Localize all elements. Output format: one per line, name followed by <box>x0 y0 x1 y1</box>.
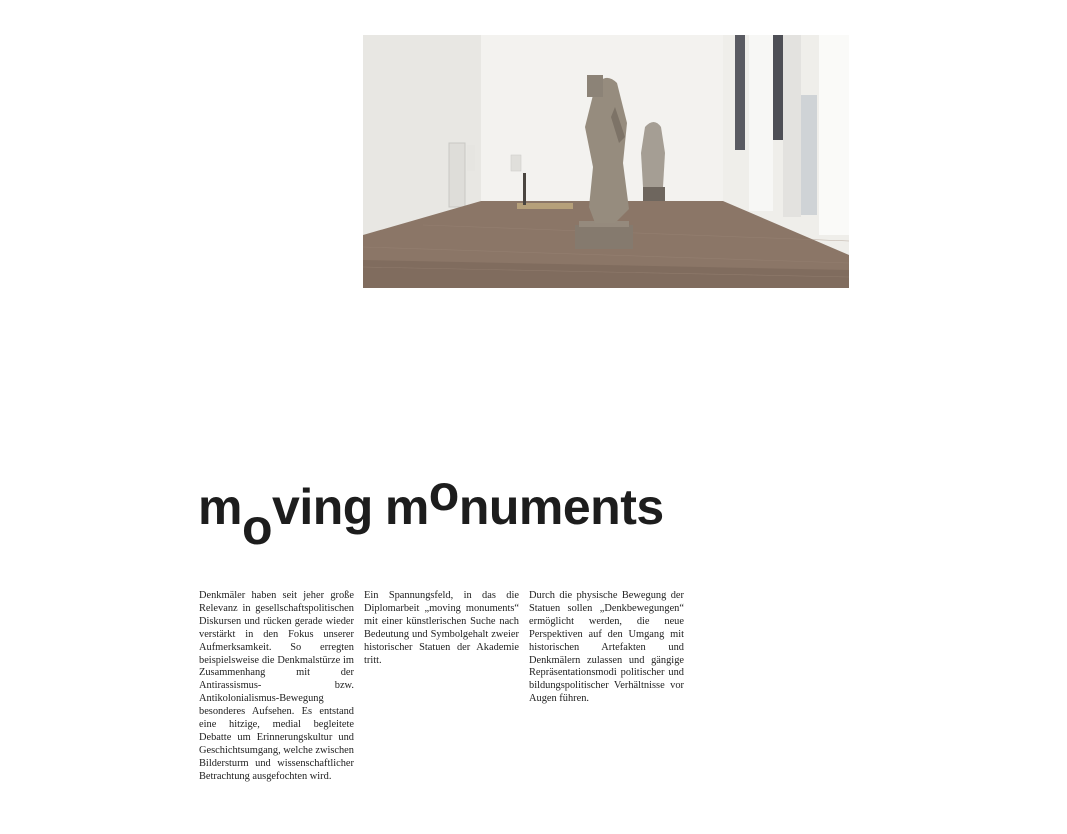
title-letter-o-raised: o <box>428 465 459 521</box>
title-word-rest: numents <box>458 479 664 535</box>
title-letter-m: m <box>384 479 429 535</box>
title-word-monuments <box>384 465 664 536</box>
gallery-photo-illustration <box>363 35 849 288</box>
text-column-1: Denkmäler haben seit jeher große Relevanz in gesellschaftspolitischen Diskursen und rücken gerade wieder verstärkt in den Fokus unserer Aufmerksamkeit. So erregten beispielsweise die Denkmalstürze im Zusammenhang mit der Antirassismus- bzw. Antikolonialismus-Bewegung besonderes Aufsehen. Es entstand eine hitzige, medial begleitete Debatte um Erinnerungskultur und Geschichtsumgang, welche zwischen Bildersturm und wissenschaftlicher Betrachtung ausgefochten wird. <box>199 590 354 782</box>
text-column-3: Durch die physische Bewegung der Statuen sollen „Denkbewegungen“ ermöglicht werden, die neue Perspektiven auf den Umgang mit historischen Artefakten und Denkmälern zulassen und gängige Repräsentationsmodi politischer und bildungspolitischer Verhältnisse vor Augen führen. <box>529 590 684 705</box>
text-column-2: Ein Spannungsfeld, in das die Diplomarbeit „moving monuments“ mit einer künstlerischen Suche nach Bedeutung und Symbolgehalt zweier historischer Statuen der Akademie tritt. <box>364 590 519 666</box>
title-word-moving <box>198 478 373 555</box>
gallery-photo <box>363 35 849 288</box>
title-letter-o-dropped: o <box>241 499 273 555</box>
body-text-columns <box>199 590 685 784</box>
page-title <box>198 465 664 568</box>
title-letter-m: m <box>198 479 242 535</box>
title-word-rest: ving <box>272 479 373 535</box>
